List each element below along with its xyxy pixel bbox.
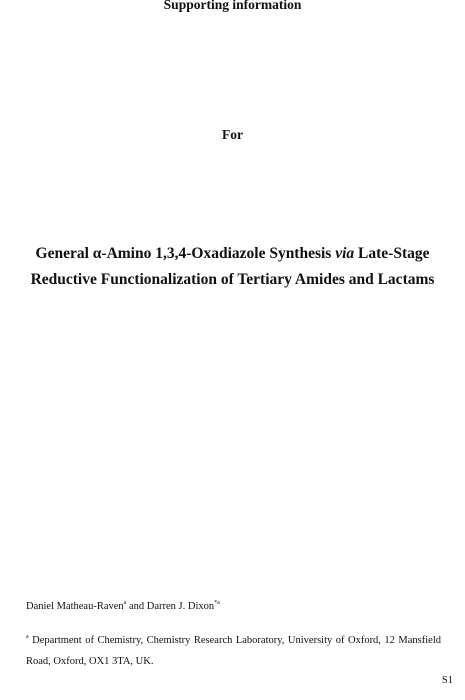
document-heading: Supporting information bbox=[163, 0, 302, 12]
paper-title bbox=[0, 241, 465, 293]
author-name-1: Daniel Matheau-Raven bbox=[26, 601, 124, 612]
title-line-2: Reductive Functionalization of Tertiary Amides and Lactams bbox=[30, 271, 435, 288]
affiliation-text: Department of Chemistry, Chemistry Research Laboratory, University of Oxford, 12 Mansfield Road, Oxford, OX1 3TA, UK. bbox=[26, 635, 441, 667]
title-line-1 bbox=[0, 241, 465, 267]
affiliation-mark: a bbox=[26, 634, 29, 640]
title-part-2: Late-Stage bbox=[354, 245, 430, 262]
title-italic-via: via bbox=[335, 245, 355, 262]
page-number: S1 bbox=[441, 675, 453, 686]
author-2-affiliation-mark: *a bbox=[214, 600, 220, 606]
affiliation bbox=[26, 630, 441, 672]
title-part-1: General α-Amino 1,3,4-Oxadiazole Synthesis bbox=[35, 245, 336, 262]
author-list bbox=[26, 601, 220, 612]
author-name-2: and Darren J. Dixon bbox=[126, 601, 215, 612]
author-1-affiliation-mark: a bbox=[123, 600, 127, 606]
for-label: For bbox=[222, 127, 243, 142]
